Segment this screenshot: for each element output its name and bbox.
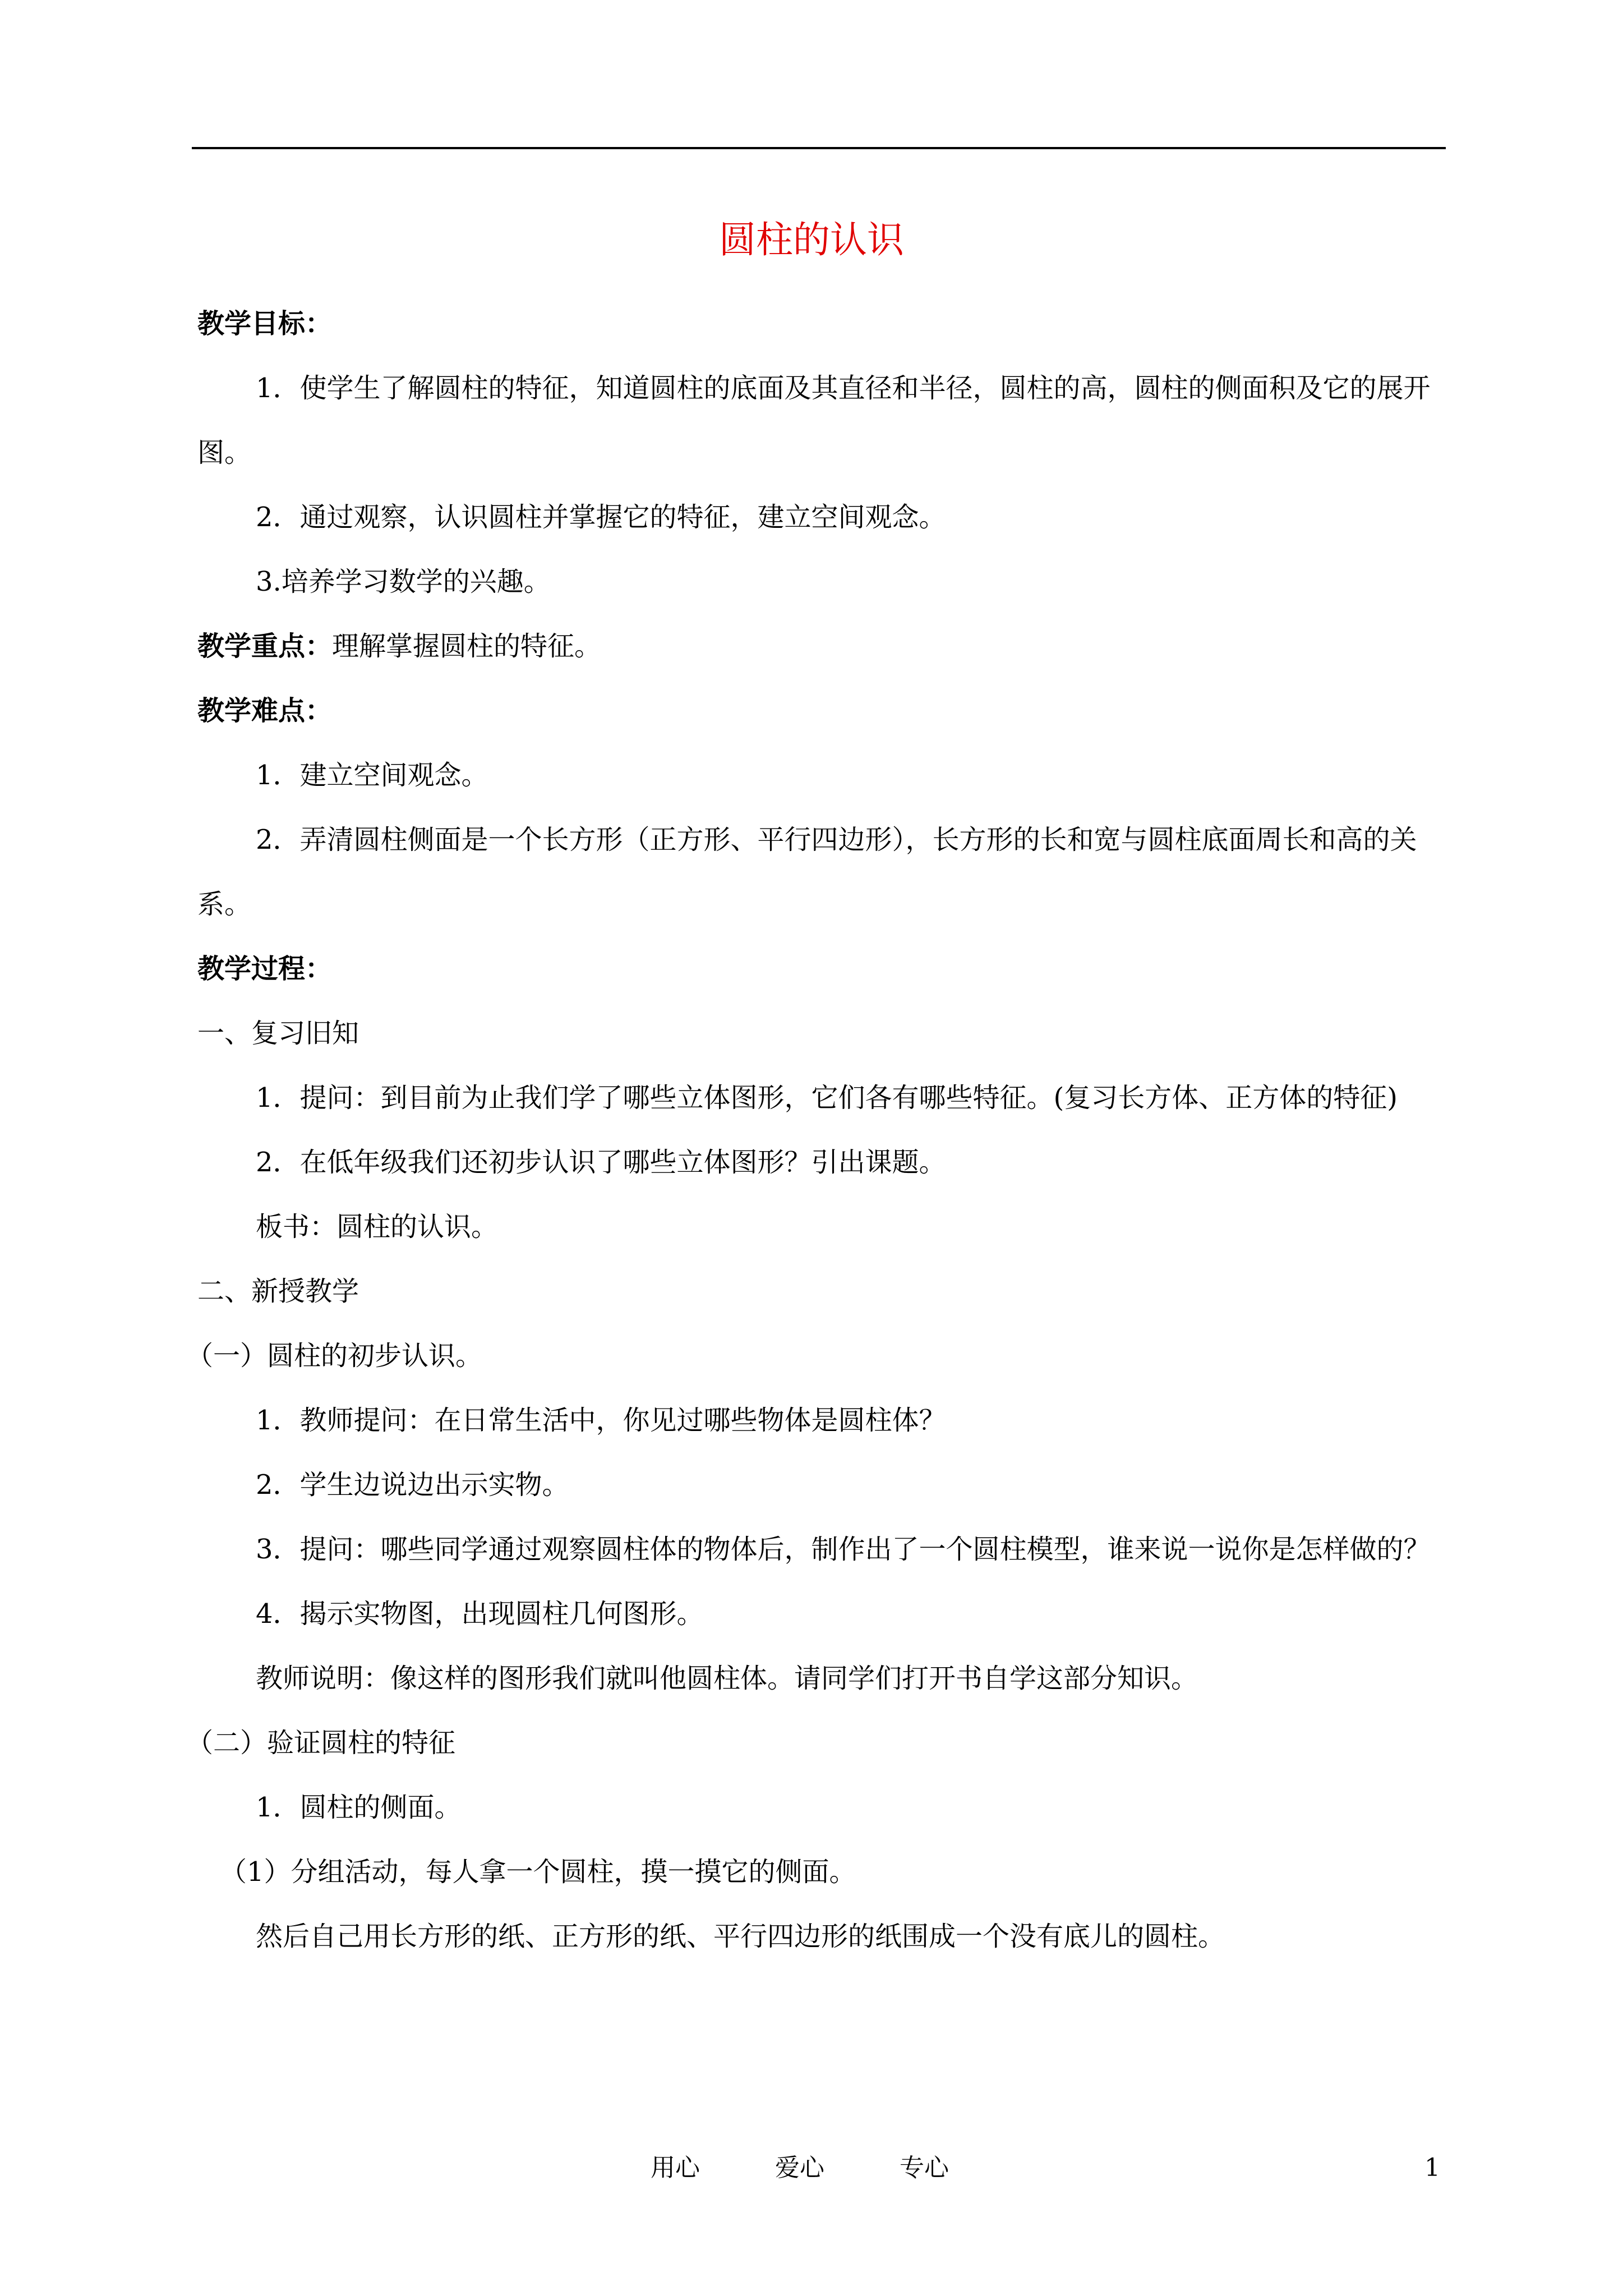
sub-1-item-3: 3．提问：哪些同学通过观察圆柱体的物体后，制作出了一个圆柱模型，谁来说一说你是怎样做的？	[256, 1534, 1431, 1565]
page-title: 圆柱的认识	[719, 218, 904, 261]
difficulty-heading: 教学难点：	[197, 695, 333, 726]
sub-2-item-3: 然后自己用长方形的纸、正方形的纸、平行四边形的纸围成一个没有底儿的圆柱。	[256, 1921, 1225, 1952]
sub-1-item-5: 教师说明：像这样的图形我们就叫他圆柱体。请同学们打开书自学这部分知识。	[256, 1663, 1198, 1694]
footer-slogan	[651, 2148, 1016, 2188]
sub-1-item-1: 1．教师提问：在日常生活中，你见过哪些物体是圆柱体？	[256, 1405, 946, 1436]
goal-3: 3.培养学习数学的兴趣。	[256, 566, 551, 597]
sub-2-item-1: 1．圆柱的侧面。	[256, 1792, 462, 1823]
document-body	[186, 292, 1445, 1969]
sub-1-item-2: 2．学生边说边出示实物。	[256, 1469, 569, 1501]
sub-2-heading: （二）验证圆柱的特征	[186, 1727, 456, 1759]
sub-1-item-4: 4．揭示实物图，出现圆柱几何图形。	[256, 1598, 704, 1630]
key-text: 理解掌握圆柱的特征。	[332, 631, 602, 662]
header-rule	[192, 147, 1446, 149]
sub-1-heading: （一）圆柱的初步认识。	[186, 1340, 483, 1372]
goals-heading: 教学目标：	[197, 308, 333, 339]
part-2-heading: 二、新授教学	[197, 1276, 359, 1307]
part-1-item-2: 2．在低年级我们还初步认识了哪些立体图形？引出课题。	[256, 1147, 946, 1178]
key-point	[197, 614, 1445, 679]
process-heading: 教学过程：	[197, 953, 333, 984]
difficulty-2: 2．弄清圆柱侧面是一个长方形（正方形、平行四边形），长方形的长和宽与圆柱底面周长和高的关系。	[197, 824, 1417, 920]
part-1-item-3: 板书：圆柱的认识。	[256, 1211, 499, 1243]
sub-2-item-2: （1）分组活动，每人拿一个圆柱，摸一摸它的侧面。	[220, 1856, 856, 1888]
footer-word-1: 用心	[651, 2154, 700, 2182]
page-footer	[0, 2148, 1623, 2188]
page-number: 1	[1424, 2154, 1440, 2182]
goal-1: 1．使学生了解圆柱的特征，知道圆柱的底面及其直径和半径，圆柱的高，圆柱的侧面积及它的展开图。	[197, 372, 1431, 468]
part-1-heading: 一、复习旧知	[197, 1018, 359, 1049]
difficulty-1: 1．建立空间观念。	[256, 760, 488, 791]
goal-2: 2．通过观察，认识圆柱并掌握它的特征，建立空间观念。	[256, 501, 946, 533]
key-heading: 教学重点：	[197, 631, 333, 662]
footer-word-3: 专心	[900, 2154, 949, 2182]
part-1-item-1: 1．提问：到目前为止我们学了哪些立体图形，它们各有哪些特征。(复习长方体、正方体的特征)	[256, 1082, 1398, 1114]
footer-word-2: 爱心	[775, 2154, 824, 2182]
